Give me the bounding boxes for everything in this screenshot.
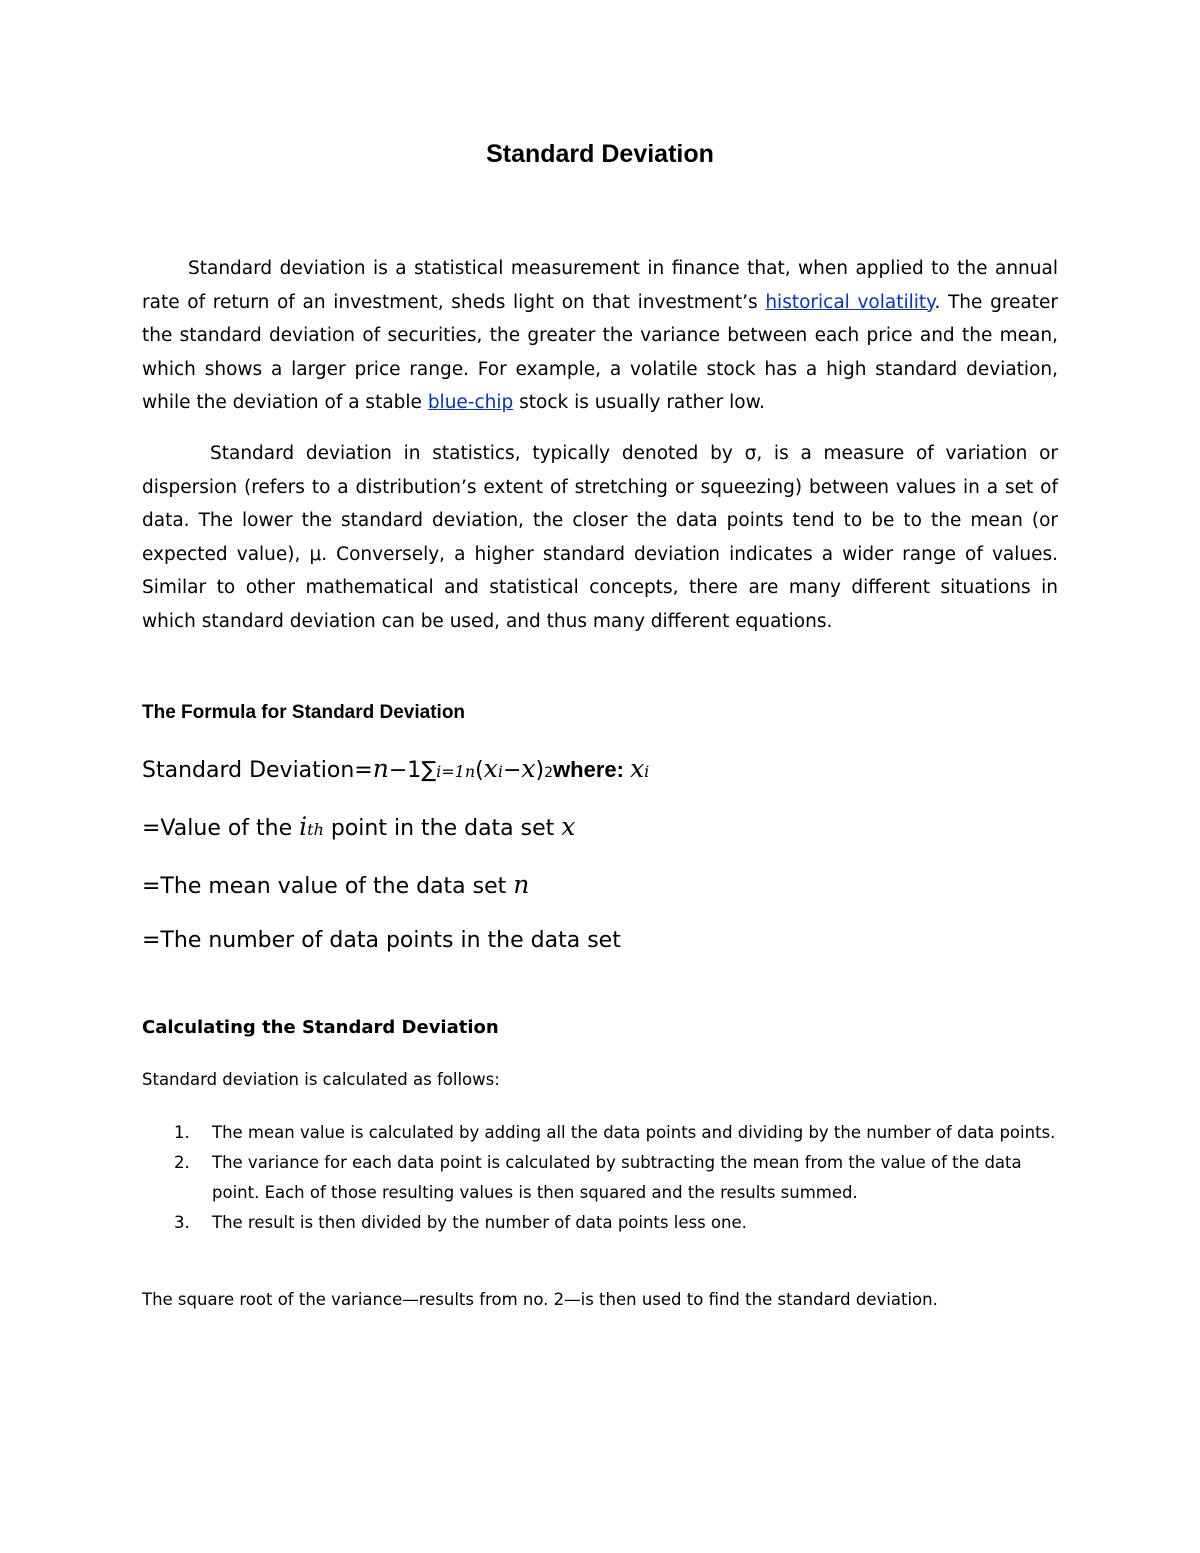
- list-item: [142, 1118, 1062, 1148]
- intro-text-2: . The greater the standard deviation of securities, the greater the variance between each price and the mean, which shows a larger price range. For example, a volatile stock has a high standard deviation, while the deviation of a stable: [142, 291, 1058, 413]
- formula-xbar: x: [521, 754, 536, 783]
- formula-where: where:: [553, 757, 631, 782]
- formula-label: Standard Deviation=: [142, 758, 373, 783]
- def-n-text: =The number of data points in the data set: [142, 928, 621, 953]
- formula-minus: −: [502, 758, 522, 783]
- formula-def-mean: [142, 870, 529, 899]
- formula-open-paren: (: [475, 758, 484, 783]
- step-text: The result is then divided by the number of data points less one.: [212, 1213, 747, 1232]
- intro-paragraph: [142, 252, 1058, 420]
- def-xi-i: i: [299, 812, 308, 841]
- def-mean-var: n: [513, 870, 530, 899]
- formula-def-xi: [142, 812, 575, 841]
- intro-text-1: Standard deviation is a statistical measurement in finance that, when applied to the annual rate of return of an investment, sheds light on that investment’s: [142, 258, 1058, 313]
- second-paragraph: [142, 437, 1058, 638]
- step-number: 2.: [174, 1153, 190, 1172]
- formula-heading: The Formula for Standard Deviation: [142, 702, 466, 723]
- formula-x-sub: i: [497, 762, 503, 781]
- page-title: Standard Deviation: [486, 140, 714, 168]
- formula-upper-limit: n: [464, 762, 476, 781]
- formula-lower-limit: i=1: [436, 762, 465, 781]
- def-mean-text: =The mean value of the data set: [142, 874, 514, 899]
- def-xi-th: th: [307, 820, 324, 839]
- closing-paragraph: The square root of the variance—results from no. 2—is then used to find the standard deviation.: [142, 1290, 938, 1309]
- list-item: [142, 1148, 1062, 1208]
- formula-square: 2: [544, 765, 554, 781]
- def-xi-rest: point in the data set: [323, 816, 562, 841]
- historical-volatility-link[interactable]: historical volatility: [765, 291, 935, 313]
- def-xi-text: =Value of the: [142, 816, 300, 841]
- calc-heading: Calculating the Standard Deviation: [142, 1017, 499, 1038]
- second-paragraph-text: Standard deviation in statistics, typically denoted by σ, is a measure of variation or dispersion (refers to a distribution’s extent of stretching or squeezing) between values in a set of data. The lower the standard deviation, the closer the data points tend to be to the mean (or expected value), μ. Conversely, a higher standard deviation indicates a wider range of values. Similar to other mathematical and statistical concepts, there are many different situations in which standard deviation can be used, and thus many different equations.: [142, 443, 1058, 632]
- formula-x: x: [483, 754, 498, 783]
- def-xi-var: x: [561, 812, 576, 841]
- blue-chip-link[interactable]: blue-chip: [427, 392, 514, 413]
- step-number: 1.: [174, 1123, 190, 1142]
- step-text: The variance for each data point is calculated by subtracting the mean from the value of the data point. Each of those resulting values is then squared and the results summed.: [212, 1153, 1022, 1202]
- formula-n: n: [372, 754, 389, 783]
- list-item: [142, 1208, 1062, 1238]
- formula-xi-sub: i: [644, 762, 650, 781]
- step-text: The mean value is calculated by adding all the data points and dividing by the number of data points.: [212, 1123, 1056, 1142]
- calc-steps-list: [142, 1118, 1062, 1238]
- formula-def-n: [142, 928, 621, 953]
- formula-xi: x: [630, 754, 645, 783]
- formula-close-paren: ): [535, 758, 545, 783]
- formula-sum: −1∑: [388, 758, 437, 783]
- formula-line: [142, 754, 649, 783]
- step-number: 3.: [174, 1213, 190, 1232]
- calc-intro: Standard deviation is calculated as follows:: [142, 1070, 500, 1089]
- intro-text-3: stock is usually rather low.: [513, 392, 765, 413]
